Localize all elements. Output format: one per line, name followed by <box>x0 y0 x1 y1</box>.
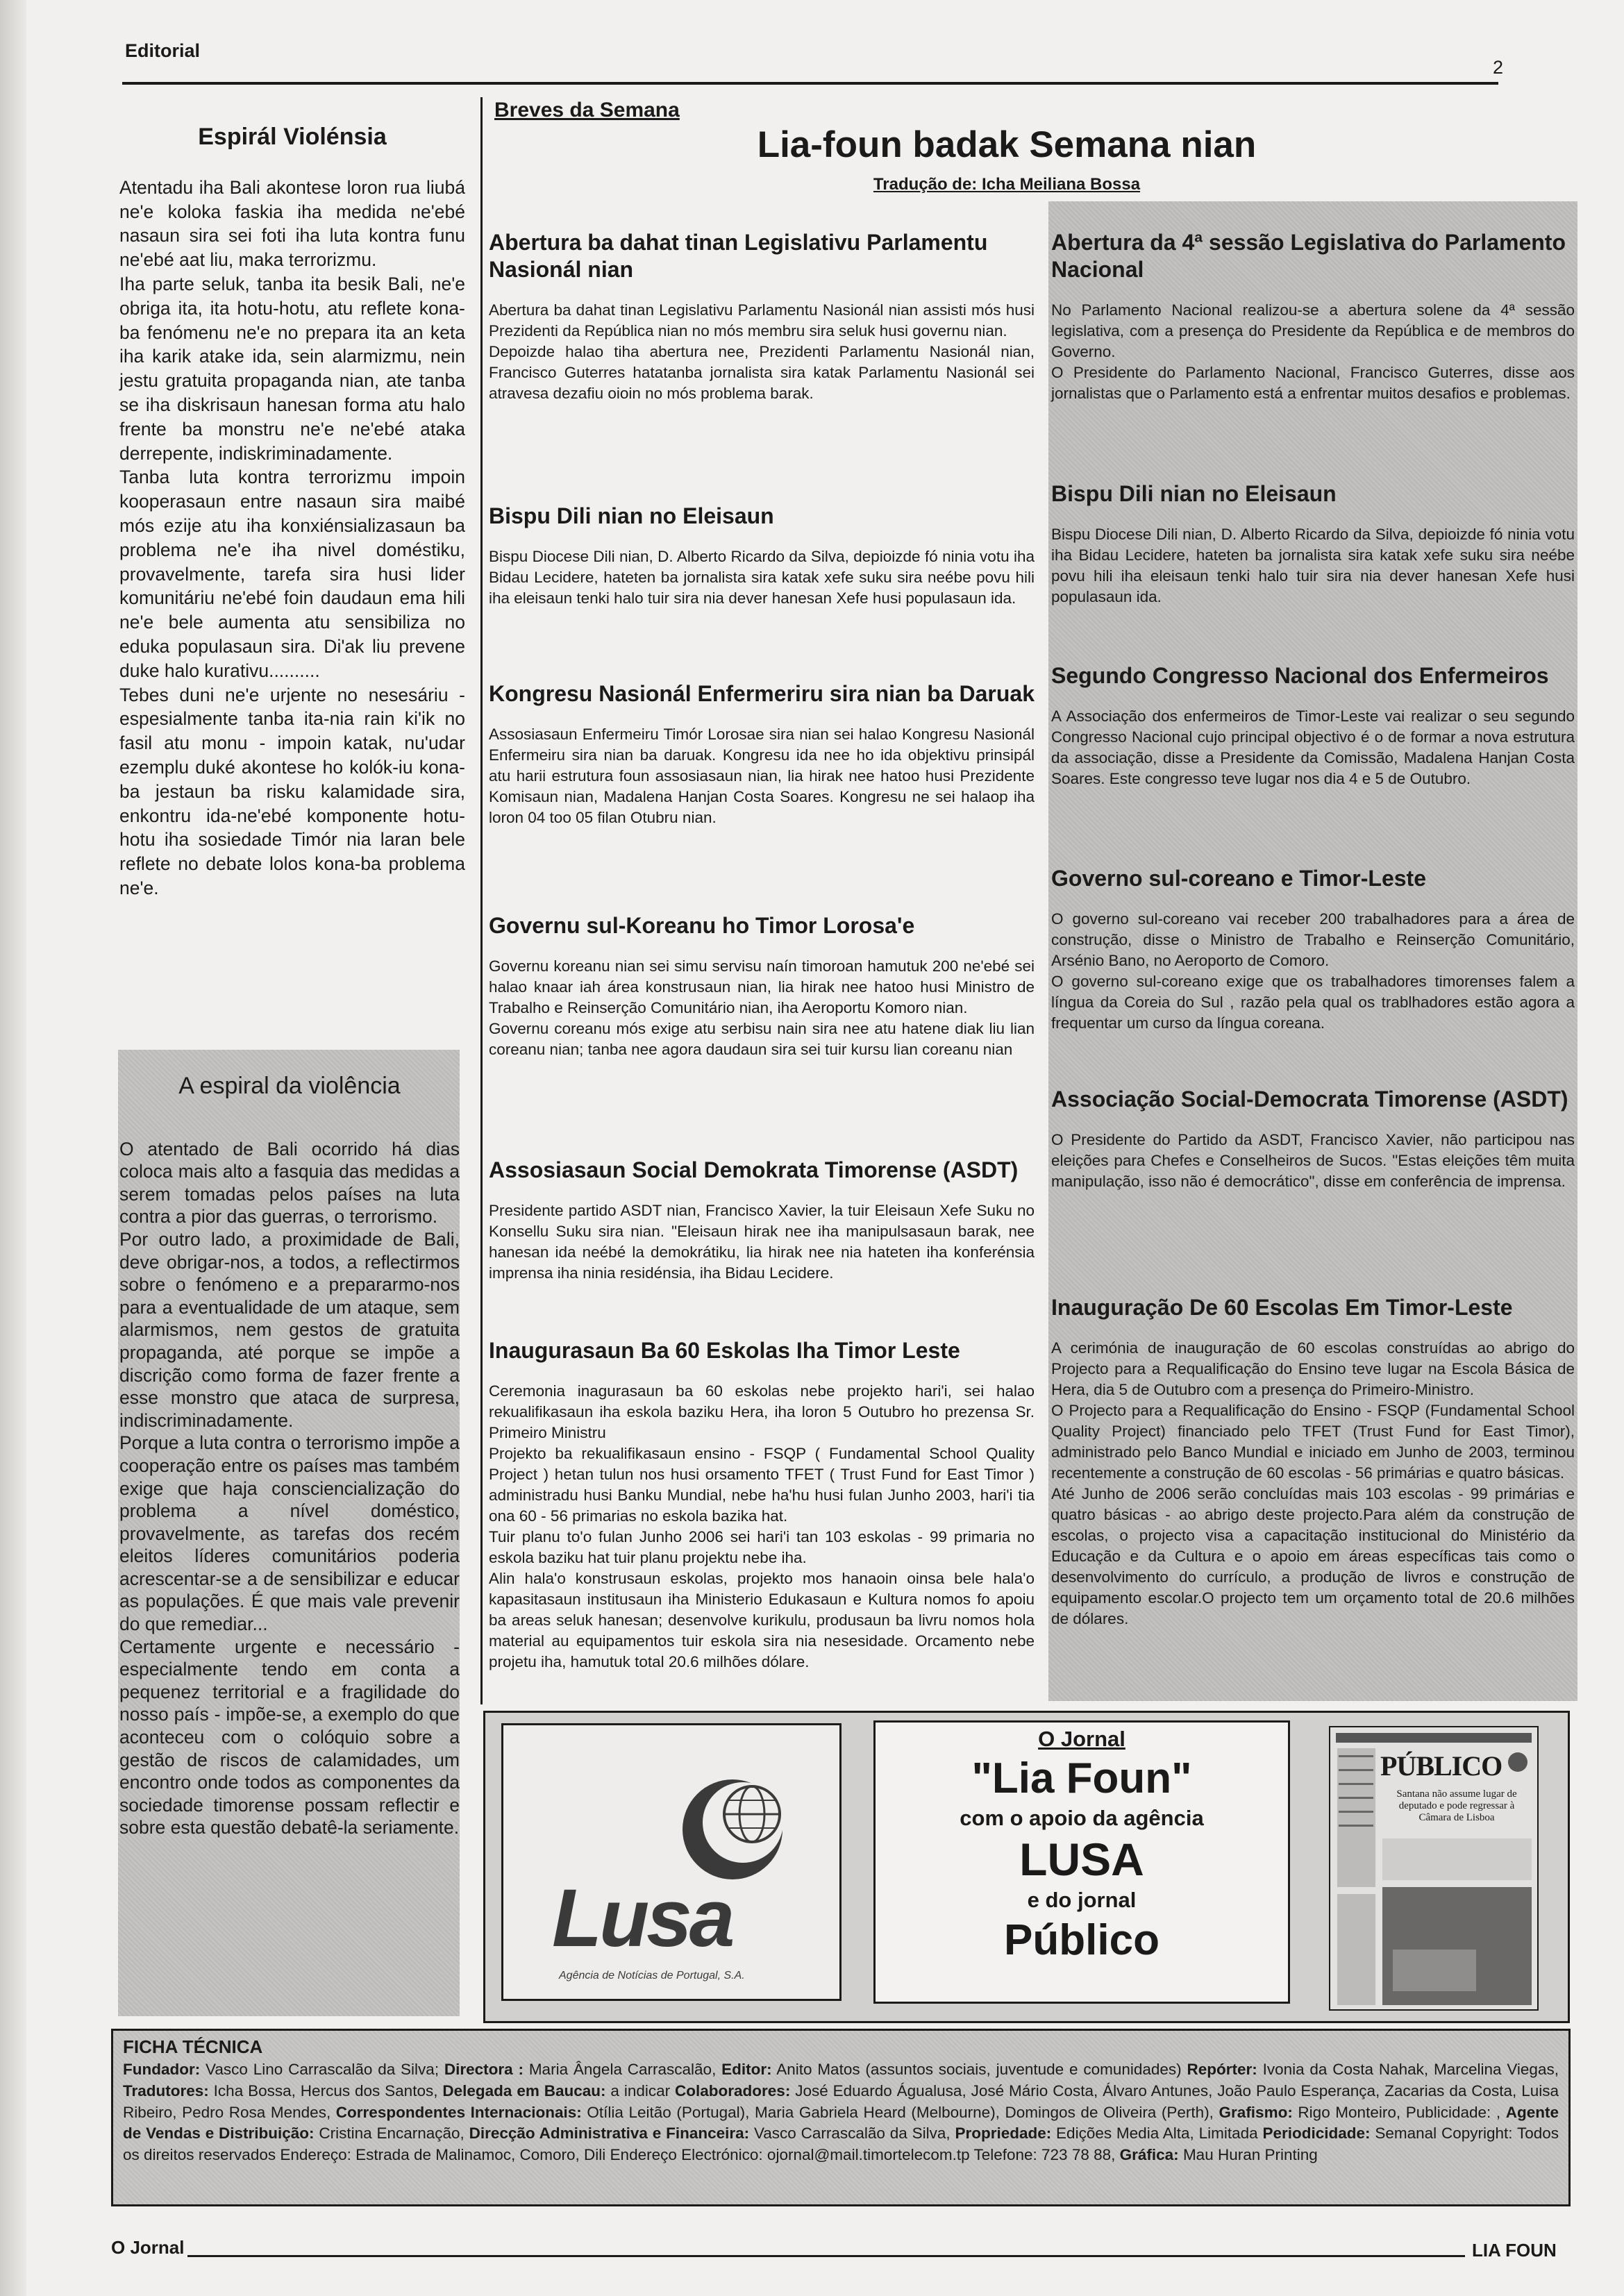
ficha-key: Editor: <box>721 2061 772 2078</box>
editorial-pt-paragraph: O atentado de Bali ocorrido há dias coloca mais alto a fasquia das medidas a serem tomadas pelos países na luta contra a pior das guerras, o terrorismo. <box>119 1138 460 1227</box>
article-pt-coreano <box>1051 865 1575 1034</box>
article-title: Associação Social-Democrata Timorense (ASDT) <box>1051 1087 1568 1112</box>
article-paragraph: Alin hala'o konstrusaun eskolas, projekto mos hanaoin oinsa bele hala'o kapasitasaun institusaun iha Ministerio Edukasaun e Kultura nomos fo apoiu ba areas seluk hanesan; desenvolve kurikulu, produsaun ba livru nomos hola material au equipamentos tuir eskola sira nia nesesidade. Orcamento nebe projetu iha, hamutuk total 20.6 milhões dólare. <box>489 1570 1035 1670</box>
ficha-key: Direcção Administrativa e Financeira: <box>469 2125 750 2143</box>
article-paragraph: Bispu Diocese Dili nian, D. Alberto Ricardo da Silva, depioizde fó ninia votu iha Bidau Lecidere, hateten ba jornalista sira katak xefe suku sira neébe povu hili iha eleisaun tenki halo tuir sira nia dever hanesan Xefe husi populasaun ida. <box>1051 526 1575 605</box>
ficha-value: Anito Matos (assuntos sociais, juventude e comunidades) <box>771 2061 1187 2078</box>
ficha-value: Semanal Copyright: Todos os direitos reservados Endereço: Estrada de Malinamoc, Comoro, Dili Endereço Electrónico: ojornal@mail.timortelecom.tp Telefone: 723 78 88, <box>123 2125 1559 2164</box>
article-tetun-koreanu <box>489 912 1035 1060</box>
ficha-value: Vasco Carrascalão da Silva, <box>749 2125 955 2143</box>
article-paragraph: O Presidente do Partido da ASDT, Francisco Xavier, não participou nas eleições para Chefes e Conselheiros de Sucos. "Estas eleições têm muita manipulação, isso não é democrático", disse em conferência de imprensa. <box>1051 1131 1575 1190</box>
article-paragraph: Governu koreanu nian sei simu servisu naín timoroan hamutuk 200 ne'ebé sei halao knaar iah área konstrusaun nian, lia hirak nee hatoo husi Ministro de Trabalho e Reinserção Comunitário nian, iha Aeroportu Komoro nian. <box>489 957 1035 1016</box>
jornal-advertisement <box>873 1720 1290 2004</box>
ficha-value: Maria Ângela Carrascalão, <box>524 2061 722 2078</box>
editorial-pt-title: A espiral da violência <box>178 1073 401 1099</box>
editorial-pt-paragraph: Porque a luta contra o terrorismo impõe a cooperação entre os países mas também exige que haja consciencialização do problema a nível doméstico, provavelmente, as tarefas dos recém eleitos líderes comunitários poderia acrescentar-se a de sensibilizar e educar as populações. É que mais vale prevenir do que remediar... <box>119 1432 460 1635</box>
article-title: Bispu Dili nian no Eleisaun <box>489 503 774 528</box>
editorial-portuguese <box>119 1075 460 1839</box>
editorial-title: Espirál Violénsia <box>198 124 387 150</box>
footer-right-label: LIA FOUN <box>1472 2240 1557 2261</box>
article-paragraph: O governo sul-coreano vai receber 200 trabalhadores para a área de construção, disse o Ministro de Trabalho e Reinserção Comunitário, Arsénio Bano, no Aeroporto de Comoro. <box>1051 910 1575 969</box>
article-paragraph: A Associação dos enfermeiros de Timor-Leste vai realizar o seu segundo Congresso Nacional cujo principal objectivo é o de formar a nova estrutura da associação, disse a Presidente da Comissão, Madalena Hanjan Costa Soares. Este congresso teve lugar nos dia 4 e 5 de Outubro. <box>1051 707 1575 787</box>
publico-masthead: PÚBLICO <box>1380 1750 1502 1782</box>
article-tetun-kongresu <box>489 680 1035 828</box>
editorial-tetun <box>119 125 465 900</box>
ficha-value: Vasco Lino Carrascalão da Silva; <box>200 2061 444 2078</box>
ficha-key: Directora : <box>444 2061 524 2078</box>
editorial-paragraph: Tebes duni ne'e urjente no nesesáriu - espesialmente tanba ita-nia rain ki'ik no fasil atu monu - impoin katak, nu'udar ezemplu duké akontese ho kolók-iu kona-ba jestaun ba risku kalamidade sira, enkontru ida-ne'ebé komponente hotu-hotu iha sosiedade Timór nia laran bele reflete no debate lolos kona-ba problema ne'e. <box>119 684 465 898</box>
article-paragraph: Assosiasaun Enfermeiru Timór Lorosae sira nian sei halao Kongresu Nasionál Enfermeiru sira nian ba daruak. Kongresu ida nee ho ida objektivu prinsipál atu harii estrutura foun assosiasaun nian, lia hirak nee hatoo husi Prezidente Komisaun nian, Madalena Hanjan Costa Soares. Kongresu ne sei halaop iha loron 04 too 05 filan Otubru nian. <box>489 726 1035 826</box>
ficha-title: FICHA TÉCNICA <box>123 2036 263 2057</box>
jornal-label: O Jornal <box>1038 1727 1125 1751</box>
article-title: Inaugurasaun Ba 60 Eskolas Iha Timor Leste <box>489 1338 960 1363</box>
article-paragraph: O governo sul-coreano exige que os trabalhadores timorenses falem a língua da Coreia do Sul , razão pela qual os trablhadores estão agora a frequentar um curso da língua coreana. <box>1051 973 1575 1032</box>
article-paragraph: Bispu Diocese Dili nian, D. Alberto Ricardo da Silva, depioizde fó ninia votu iha Bidau Lecidere, hateten ba jornalista sira katak xefe suku sira neébe povu hili iha eleisaun tenki halo tuir sira nia dever hanesan Xefe husi populasaun ida. <box>489 548 1035 607</box>
ficha-key: Propriedade: <box>955 2125 1052 2143</box>
article-title: Bispu Dili nian no Eleisaun <box>1051 481 1337 506</box>
article-paragraph: Projekto ba rekualifikasaun ensino - FSQP ( Fundamental School Quality Project ) hetan tulun nos husi orsamento TFET ( Trust Fund for East Timor ) administradu husi Banku Mundial, nebe ha'hu husi fulan Junho 2003, hari'i tia ona 60 - 56 primarias no eskola bazika hat. <box>489 1445 1035 1525</box>
article-tetun-eskolas <box>489 1337 1035 1673</box>
ficha-value: Mau Huran Printing <box>1178 2146 1318 2164</box>
article-tetun-asdt <box>489 1157 1035 1284</box>
ficha-key: Agente de Vendas e Distribuição: <box>123 2103 1559 2143</box>
article-title: Assosiasaun Social Demokrata Timorense (ASDT) <box>489 1157 1019 1182</box>
jornal-connector: e do jornal <box>1027 1888 1137 1912</box>
lusa-advertisement <box>501 1723 842 2001</box>
article-pt-asdt <box>1051 1086 1575 1192</box>
ficha-text <box>123 2059 1559 2166</box>
jornal-name: "Lia Foun" <box>971 1754 1192 1802</box>
article-pt-bispo <box>1051 480 1575 607</box>
ficha-key: Tradutores: <box>123 2081 209 2100</box>
editorial-paragraph: Iha parte seluk, tanba ita besik Bali, ne'e obriga ita, ita hotu-hotu, atu reflete kona-ba fenómenu ne'e no prepara ita an keta iha karik atake ida, sein alarmizmu, nein jestu gratuita propaganda nian, ate tanba se iha diskrisaun hanesan forma atu halo frente ba monstru ne'e ne'ebé ataka derrepente, indiskriminadamente. <box>119 273 465 464</box>
section-label: Editorial <box>125 40 201 61</box>
article-pt-parlamento <box>1051 229 1575 404</box>
ficha-value: Ivonia da Costa Nahak, Marcelina Viegas, <box>1257 2061 1559 2078</box>
editorial-paragraph: Atentadu iha Bali akontese loron rua liubá ne'e koloka faskia iha medida ne'ebé nasaun sira sei foti iha luta kontra funu ne'ebé aat liu, maka terrorizmu. <box>119 176 465 271</box>
page-number: 2 <box>1493 57 1504 78</box>
article-paragraph: Governu coreanu mós exige atu serbisu nain sira nee atu hatene diak liu lian coreanu nian; tanba nee agora daudaun sira sei tuir kursu lian coreanu nian <box>489 1020 1035 1058</box>
ficha-value: Icha Bossa, Hercus dos Santos, <box>208 2081 443 2100</box>
ficha-key: Grafismo: <box>1219 2103 1293 2121</box>
article-title: Kongresu Nasionál Enfermeriru sira nian ba Daruak <box>489 681 1035 706</box>
main-headline: Lia-foun badak Semana nian <box>757 124 1257 165</box>
lusa-tagline: Agência de Notícias de Portugal, S.A. <box>559 1970 745 1981</box>
article-paragraph: O Presidente do Parlamento Nacional, Francisco Guterres, disse aos jornalistas que o Parlamento está a enfrentar muitos desafios e problemas. <box>1051 364 1575 402</box>
ficha-value: José Eduardo Águalusa, José Mário Costa, Álvaro Antunes, João Paulo Esperança, Zacarias da Costa, Luisa Ribeiro, Pedro Rosa Mendes, <box>123 2081 1559 2121</box>
ficha-tecnica <box>111 2029 1571 2206</box>
article-paragraph: Depoizde halao tiha abertura nee, Prezidenti Parlamentu Nasionál nian, Francisco Guterres hatatanba jornalista sira katak Parlamentu Nasionál sei atravesa dezafiu oioin no mós problema barak. <box>489 343 1035 402</box>
article-paragraph: O Projecto para a Requalificação do Ensino - FSQP (Fundamental School Quality Project) financiado pelo TFET (Trust Fund for East Timor), administrado pelo Banco Mundial e iniciado em Junho de 2003, terminou recentemente a construção de 60 escolas - 56 primárias e quatro básicas. <box>1051 1402 1575 1482</box>
publico-headline: Santana não assume lugar de deputado e pode regressar à Câmara de Lisboa <box>1396 1788 1517 1823</box>
ficha-value: a indicar <box>605 2081 676 2100</box>
article-pt-escolas <box>1051 1294 1575 1629</box>
article-paragraph: Ceremonia inagurasaun ba 60 eskolas nebe projekto hari'i, sei halao rekualifikasaun iha eskola baziku Hera, iha loron 5 Outubro ho prezensa Sr. Primeiro Ministru <box>489 1382 1035 1441</box>
article-paragraph: Abertura ba dahat tinan Legislativu Parlamentu Nasionál nian assisti mós husi Prezidenti da República nian no mós membru sira seluk husi governu nian. <box>489 301 1035 340</box>
ficha-key: Correspondentes Internacionais: <box>335 2103 582 2121</box>
footer-rule <box>187 2255 1465 2257</box>
ficha-key: Gráfica: <box>1119 2146 1179 2164</box>
editorial-paragraph: Tanba luta kontra terrorizmu impoin kooperasaun entre nasaun sira maibé mós ezije atu iha konxiénsializasaun ba problema ne'e iha nivel doméstiku, provavelmente, tarefa sira husi lider komunitáriu ne'ebé foin daudaun ema hili ne'e bele aumenta atu sensibiliza no eduka populasaun sira. Di'ak liu prevene duke halo kurativu.......... <box>119 467 465 681</box>
article-paragraph: Tuir planu to'o fulan Junho 2006 sei hari'i tan 103 eskolas - 99 primaria no eskola baziku hat tuir planu projektu nebe iha. <box>489 1528 1035 1566</box>
lusa-wordmark: Lusa <box>552 1872 733 1964</box>
article-paragraph: A cerimónia de inauguração de 60 escolas construídas ao abrigo do Projecto para a Requalificação do Ensino teve lugar na Escola Básica de Hera, dia 5 de Outubro com a presença do Primeiro-Ministro. <box>1051 1339 1575 1398</box>
ficha-key: Colaboradores: <box>675 2081 791 2100</box>
agencia-name: LUSA <box>1019 1834 1144 1885</box>
ficha-key: Periodicidade: <box>1262 2125 1371 2143</box>
article-tetun-parlamentu <box>489 229 1035 404</box>
article-title: Governo sul-coreano e Timor-Leste <box>1051 866 1426 891</box>
apoio-text: com o apoio da agência <box>960 1806 1204 1830</box>
translation-credit: Tradução de: Icha Meiliana Bossa <box>873 175 1141 194</box>
article-paragraph: Até Junho de 2006 serão concluídas mais 103 escolas - 99 primárias e quatro básicas - ao abrigo deste projecto.Para além da construção de escolas, o projecto visa a capacitação institucional do Ministério da Educação e da Cultura e o apoio em áreas específicas tais como o desenvolvimento do currículo, a produção de livros e construção de equipamento escolar.O projecto tem um orçamento total de 20.6 milhões de dólares. <box>1051 1485 1575 1627</box>
article-title: Abertura ba dahat tinan Legislativu Parlamentu Nasionál nian <box>489 230 988 282</box>
ficha-value: Edições Media Alta, Limitada <box>1051 2125 1263 2143</box>
newspaper-layout-icon <box>1330 1727 1539 2011</box>
footer-left-label: O Jornal <box>111 2237 185 2258</box>
article-paragraph: No Parlamento Nacional realizou-se a abertura solene da 4ª sessão legislativa, com a presença do Presidente da República e de membros do Governo. <box>1051 301 1575 360</box>
article-title: Inauguração De 60 Escolas Em Timor-Leste <box>1051 1295 1513 1320</box>
article-paragraph: Presidente partido ASDT nian, Francisco Xavier, la tuir Eleisaun Xefe Suku no Konsellu Suku sira nian. "Eleisaun hirak nee iha manipulsasaun barak, nee hanesan ida neébé la demokrátiku, lia hirak nee nia hateten iha konferénsia imprensa iha ninia residénsia, iha Bidau Lecidere. <box>489 1202 1035 1282</box>
ficha-value: Otília Leitão (Portugal), Maria Gabriela Heard (Melbourne), Domingos de Oliveira (Perth), <box>581 2103 1219 2121</box>
header-rule <box>122 82 1498 85</box>
column-divider <box>480 97 483 1704</box>
editorial-pt-paragraph: Certamente urgente e necessário - especialmente tendo em conta a pequenez territorial e a fragilidade do nosso país - impõe-se, a exemplo do que aconteceu com o colóquio sobre a gestão de riscos de calamidades, um encontro onde todos as componentes da sociedade timorense possam reflectir e sobre esta questão debatê-la seriamente. <box>119 1636 460 1838</box>
article-pt-congresso <box>1051 662 1575 789</box>
article-title: Segundo Congresso Nacional dos Enfermeiros <box>1051 663 1549 688</box>
publico-name: Público <box>1004 1916 1160 1964</box>
ficha-value: Rigo Monteiro, Publicidade: , <box>1292 2103 1506 2121</box>
article-tetun-bispu <box>489 503 1035 609</box>
editorial-pt-paragraph: Por outro lado, a proximidade de Bali, deve obrigar-nos, a todos, a reflectirmos sobre o fenómeno e a prepararmo-nos para a eventualidade de um ataque, sem alarmismos, nem gestos de gratuita propaganda, até porque se impõe a discrição como forma de fazer frente a esse monstro que ataca de surpresa, indiscriminadamente. <box>119 1228 460 1431</box>
publico-front-page-image <box>1329 1726 1539 2011</box>
ficha-value: Cristina Encarnação, <box>314 2125 469 2143</box>
article-title: Abertura da 4ª sessão Legislativa do Parlamento Nacional <box>1051 230 1566 282</box>
article-title: Governu sul-Koreanu ho Timor Lorosa'e <box>489 913 915 938</box>
ficha-key: Fundador: <box>123 2061 201 2078</box>
breves-label: Breves da Semana <box>494 99 680 121</box>
page-binding-edge <box>0 0 26 2296</box>
ficha-key: Delegada em Baucau: <box>442 2081 606 2100</box>
ficha-key: Repórter: <box>1187 2061 1257 2078</box>
